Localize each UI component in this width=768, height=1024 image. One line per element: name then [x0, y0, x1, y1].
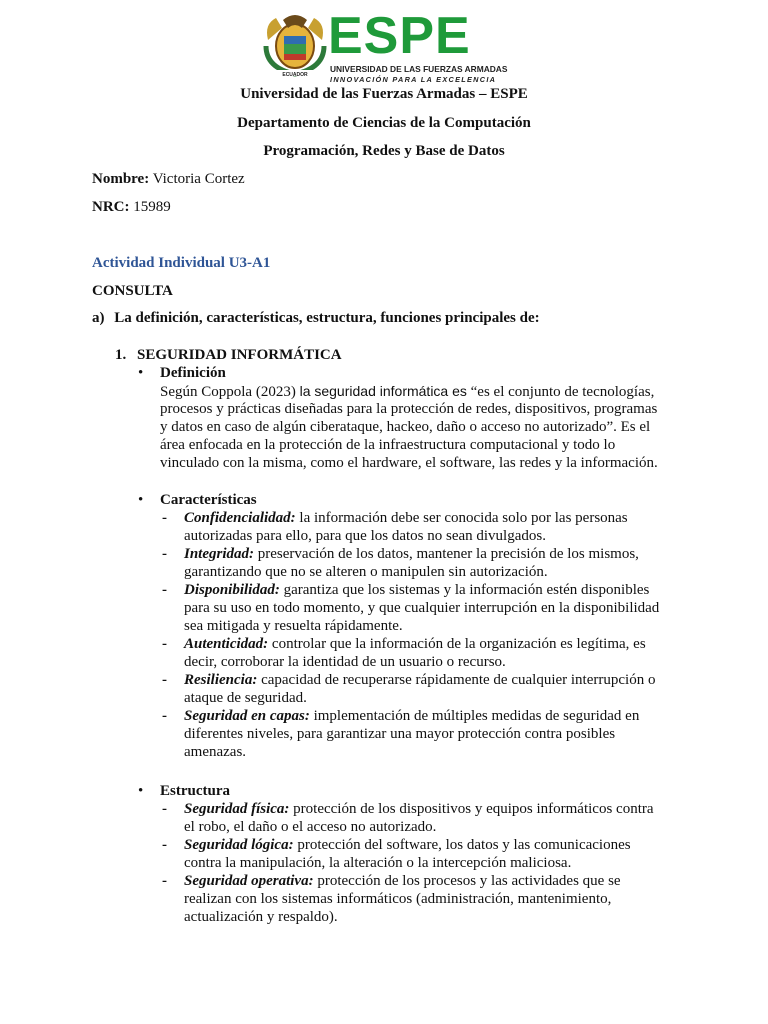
course-title: Programación, Redes y Base de Datos — [263, 143, 505, 159]
item-term: Confidencialidad: — [184, 510, 296, 526]
list-item — [184, 872, 621, 890]
brand-block — [328, 7, 508, 84]
student-nrc-line — [92, 198, 171, 216]
item-term: Seguridad operativa: — [184, 873, 314, 889]
list-item-continuation: contra la manipulación, la alteración o la intercepción maliciosa. — [184, 855, 572, 871]
list-item — [184, 509, 628, 527]
dash-icon: - — [162, 510, 167, 526]
item-term: Seguridad física: — [184, 801, 290, 817]
list-item-continuation: realizan con los sistemas informáticos (administración, mantenimiento, — [184, 891, 612, 907]
dash-icon: - — [162, 546, 167, 562]
section-title: SEGURIDAD INFORMÁTICA — [137, 347, 342, 363]
dash-icon: - — [162, 636, 167, 652]
definicion-heading: Definición — [160, 365, 226, 381]
question-marker: a) — [92, 310, 105, 326]
definicion-line-1 — [160, 382, 654, 401]
brand-tagline: INNOVACIÓN PARA LA EXCELENCIA — [330, 75, 497, 84]
item-text: preservación de los datos, mantener la precisión de los mismos, — [254, 546, 639, 562]
item-term: Seguridad lógica: — [184, 837, 294, 853]
espe-logo — [262, 7, 508, 84]
dash-icon: - — [162, 582, 167, 598]
item-term: Resiliencia: — [184, 672, 258, 688]
item-text: protección de los dispositivos y equipos informáticos contra — [289, 801, 654, 817]
item-text: la información debe ser conocida solo por las personas — [295, 510, 628, 526]
student-name-line — [92, 170, 245, 188]
seal-caption: ECUADOR — [282, 72, 308, 78]
item-term: Disponibilidad: — [184, 582, 280, 598]
list-item — [184, 671, 655, 689]
item-term: Integridad: — [184, 546, 255, 562]
item-text: implementación de múltiples medidas de seguridad en — [309, 708, 640, 724]
item-text: protección de los procesos y las actividades que se — [313, 873, 621, 889]
brand-name: ESPE — [328, 7, 471, 65]
list-item-continuation: para su uso en todo momento, y que cualquier interrupción en la disponibilidad — [184, 600, 660, 616]
list-item-continuation: garantizando que no se alteren o manipulen sin autorización. — [184, 564, 548, 580]
department-title: Departamento de Ciencias de la Computación — [237, 115, 531, 131]
definicion-line-4: área enfocada en la protección de la infraestructura computacional y todo lo — [160, 437, 616, 453]
list-item-continuation: decir, corroborar la identidad de un usuario o recurso. — [184, 654, 506, 670]
definicion-line-2: procesos y prácticas diseñadas para la protección de redes, dispositivos, programas — [160, 401, 658, 417]
name-label: Nombre: — [92, 171, 150, 187]
list-item — [184, 581, 649, 599]
list-item-continuation: diferentes niveles, para garantizar una mayor protección contra posibles — [184, 726, 616, 742]
dash-icon: - — [162, 801, 167, 817]
name-value: Victoria Cortez — [152, 171, 245, 187]
university-seal-icon — [262, 10, 328, 80]
list-item-continuation: sea mitigada y resuelta rápidamente. — [184, 618, 403, 634]
brand-university-line: UNIVERSIDAD DE LAS FUERZAS ARMADAS — [330, 64, 508, 74]
list-item-continuation: actualización y respaldo). — [184, 909, 338, 925]
item-term: Seguridad en capas: — [184, 708, 310, 724]
section-number: 1. — [115, 347, 127, 363]
bullet-icon: • — [138, 492, 144, 508]
item-text: controlar que la información de la organización es legítima, es — [268, 636, 646, 652]
list-item-continuation: ataque de seguridad. — [184, 690, 307, 706]
question-text: La definición, características, estructura, funciones principales de: — [114, 310, 540, 326]
nrc-label: NRC: — [92, 199, 130, 215]
item-text: garantiza que los sistemas y la información estén disponibles — [279, 582, 650, 598]
definicion-line-1-post: “es el conjunto de tecnologías, — [466, 384, 655, 400]
bullet-icon: • — [138, 783, 144, 799]
list-item-continuation: autorizadas para ello, para que los datos no sean divulgados. — [184, 528, 546, 544]
list-item — [184, 800, 654, 818]
list-item-continuation: amenazas. — [184, 744, 247, 760]
definicion-line-1-sans: la seguridad informática es — [299, 383, 467, 399]
dash-icon: - — [162, 873, 167, 889]
activity-heading: Actividad Individual U3-A1 — [92, 255, 271, 271]
item-term: Autenticidad: — [184, 636, 269, 652]
definicion-line-5: vinculado con la misma, como el hardware, el software, las redes y la información. — [160, 455, 658, 471]
dash-icon: - — [162, 837, 167, 853]
university-title: Universidad de las Fuerzas Armadas – ESPE — [240, 86, 528, 102]
definicion-line-1-pre: Según Coppola (2023) — [160, 384, 300, 400]
item-text: protección del software, los datos y las comunicaciones — [293, 837, 631, 853]
nrc-value: 15989 — [133, 199, 171, 215]
list-item — [184, 635, 646, 653]
question-line — [92, 309, 540, 327]
dash-icon: - — [162, 672, 167, 688]
caracteristicas-heading: Características — [160, 492, 257, 508]
definicion-line-3: y datos en caso de algún ciberataque, hackeo, daño o acceso no autorizado”. Es el — [160, 419, 651, 435]
item-text: capacidad de recuperarse rápidamente de cualquier interrupción o — [257, 672, 656, 688]
consulta-heading: CONSULTA — [92, 283, 173, 299]
list-item-continuation: el robo, el daño o el acceso no autorizado. — [184, 819, 437, 835]
list-item — [184, 707, 639, 725]
list-item — [184, 836, 631, 854]
estructura-heading: Estructura — [160, 783, 230, 799]
dash-icon: - — [162, 708, 167, 724]
list-item — [184, 545, 639, 563]
bullet-icon: • — [138, 365, 144, 381]
